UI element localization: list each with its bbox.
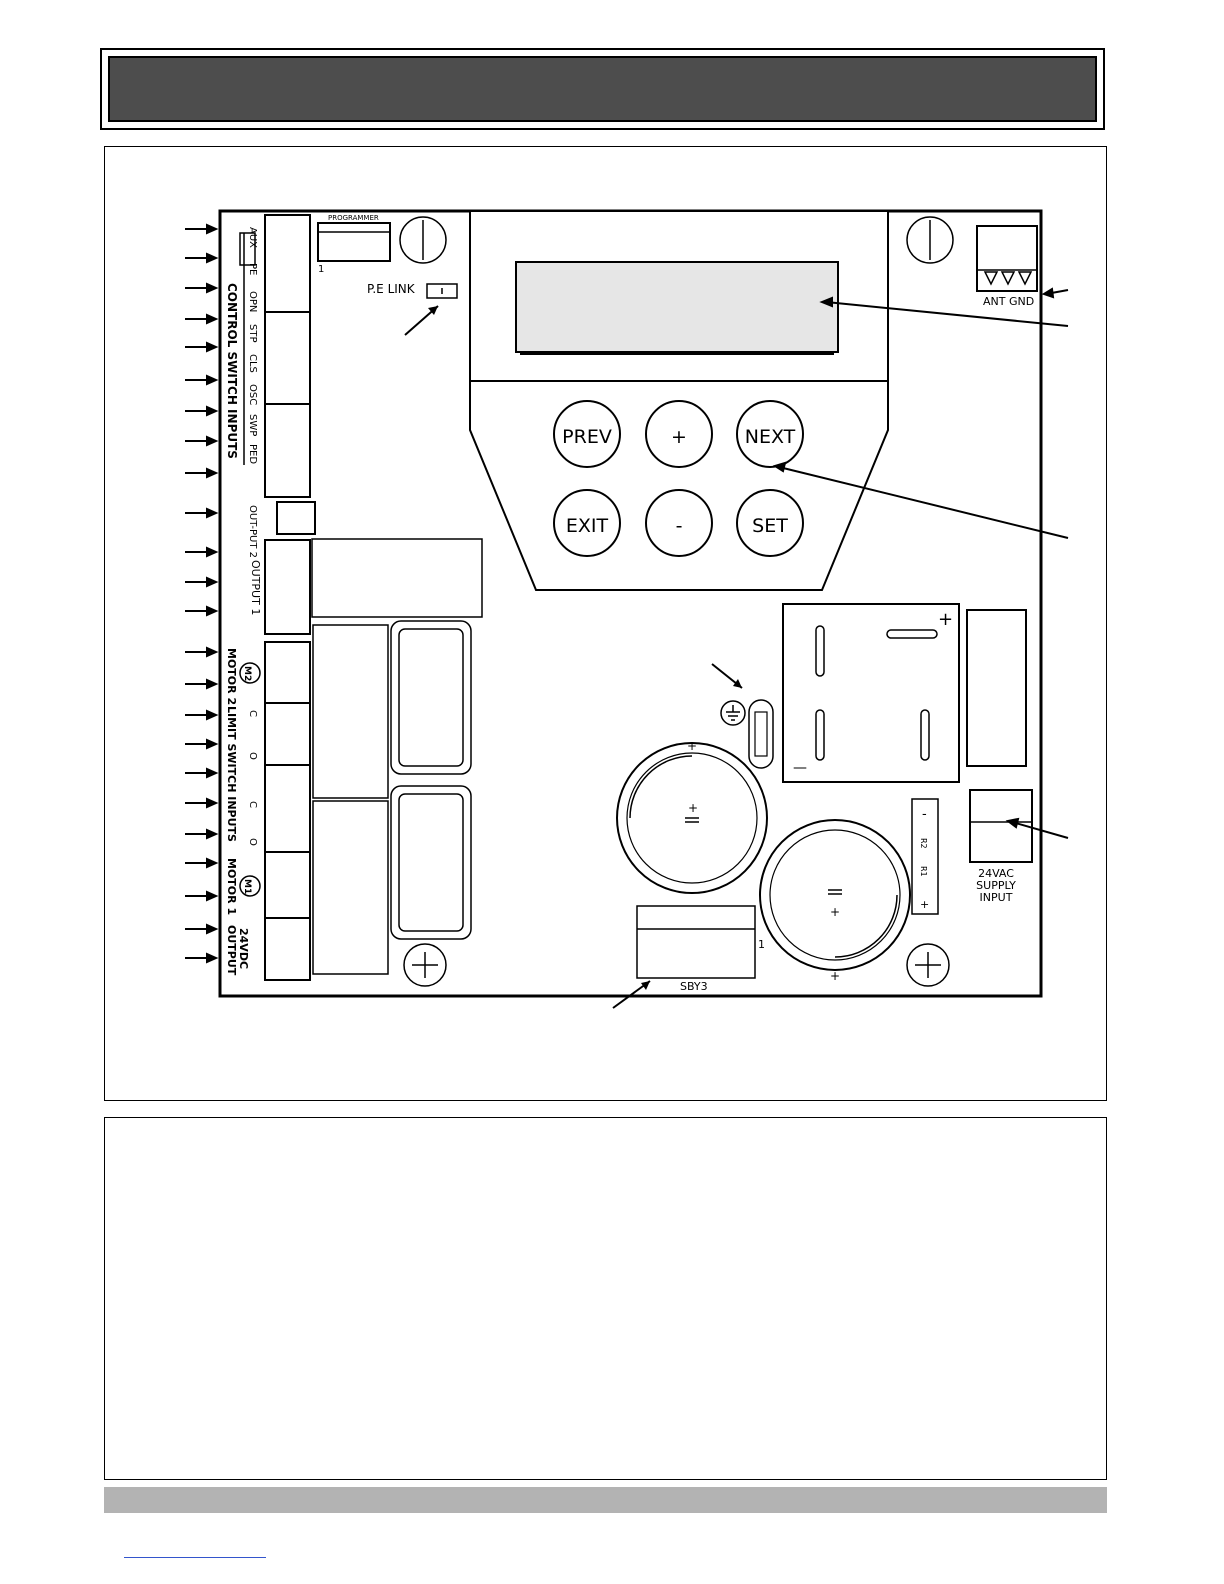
terminal-arrow-head (207, 548, 216, 556)
minus-button-label: - (675, 515, 683, 537)
control-terminal-label: OPN (247, 291, 258, 313)
limit-heading: LIMIT SWITCH INPUTS (225, 706, 238, 842)
r-plus: + (920, 898, 930, 911)
r2-label: R2 (919, 838, 928, 849)
terminal-arrow-head (207, 315, 216, 323)
terminal-arrow-head (207, 740, 216, 748)
capacitor-polarity: + (830, 905, 841, 919)
terminal-arrow-head (207, 376, 216, 384)
side-component (967, 610, 1026, 766)
terminal-arrow-head (207, 925, 216, 933)
bridge-rectifier (783, 604, 959, 782)
standby-label: SBY3 (680, 980, 708, 993)
antenna-terminal (977, 226, 1037, 308)
terminal-arrow-head (207, 607, 216, 615)
standby-pin: 1 (758, 938, 765, 951)
terminal-arrow-head (207, 407, 216, 415)
earth-icon (721, 701, 745, 725)
terminal-arrow-head (207, 437, 216, 445)
motor1-symbol: M1 (242, 879, 252, 895)
terminal-arrow-head (207, 892, 216, 900)
supply-label-line: SUPPLY (976, 879, 1016, 892)
plus-button-label: + (671, 426, 687, 448)
control-terminal-label: CLS (247, 354, 258, 373)
control-terminal-label: STP (247, 324, 258, 343)
terminal-arrow-head (207, 680, 216, 688)
output2-label: OUT-PUT 2 (247, 505, 258, 558)
relays (313, 621, 471, 974)
set-button-label: SET (752, 515, 788, 537)
terminal-arrow-head (207, 578, 216, 586)
capacitor-plus: + (830, 969, 841, 983)
control-terminal-label: OSC (247, 384, 258, 406)
limit-label: C (247, 801, 258, 808)
resistor-block (912, 799, 938, 914)
capacitor-polarity: + (688, 801, 699, 815)
programmer-label: PROGRAMMER (328, 214, 379, 222)
motor1-heading: MOTOR 1 (225, 858, 238, 916)
terminal-arrow-head (207, 954, 216, 962)
r-minus: - (922, 807, 927, 822)
terminal-arrow-head (207, 284, 216, 292)
terminal-arrows (185, 225, 216, 962)
control-terminal-label: SWP (247, 414, 258, 437)
terminal-arrow-head (207, 254, 216, 262)
bottom-link-underline (124, 1557, 266, 1558)
control-terminal-label: PE (247, 263, 258, 276)
terminal-arrow-head (207, 830, 216, 838)
terminal-arrow-head (207, 343, 216, 351)
exit-button-label: EXIT (565, 515, 609, 537)
dc-output-label: OUTPUT (225, 925, 238, 976)
prev-button-label: PREV (562, 426, 612, 448)
terminal-arrow-head (207, 225, 216, 233)
limit-label: O (247, 752, 258, 760)
terminal-arrow-head (207, 799, 216, 807)
limit-label: O (247, 838, 258, 846)
terminal-arrow-head (207, 469, 216, 477)
terminal-arrow-head (207, 648, 216, 656)
footer-bar (104, 1487, 1107, 1513)
supply-label-line: INPUT (979, 891, 1013, 904)
motor2-heading: MOTOR 2 (225, 648, 238, 706)
next-button-label: NEXT (744, 426, 796, 448)
terminal-arrow-head (207, 769, 216, 777)
terminal-arrow-head (207, 859, 216, 867)
control-terminal-label: PED (247, 444, 258, 465)
ant-gnd-label: ANT GND (983, 295, 1035, 308)
rectifier-minus: — (793, 760, 807, 776)
rectifier-plus: + (938, 609, 954, 630)
r1-label: R1 (919, 866, 928, 877)
supply-label-line: 24VAC (978, 867, 1014, 880)
programmer-pin: 1 (318, 264, 325, 275)
motor2-symbol: M2 (242, 666, 252, 682)
control-heading: CONTROL SWITCH INPUTS (225, 283, 239, 459)
terminal-arrow-head (207, 509, 216, 517)
lcd-screen (516, 262, 838, 352)
capacitor-plus: + (687, 739, 698, 753)
text-panel (104, 1117, 1107, 1480)
output1-label: OUTPUT 1 (249, 560, 262, 616)
limit-label: C (247, 710, 258, 717)
motor-terminal-block (225, 642, 310, 980)
terminal-arrow-head (207, 711, 216, 719)
dc-output-voltage: 24VDC (237, 928, 250, 970)
pe-link-label: P.E LINK (367, 282, 415, 296)
control-terminal-label: AUX (247, 227, 258, 249)
